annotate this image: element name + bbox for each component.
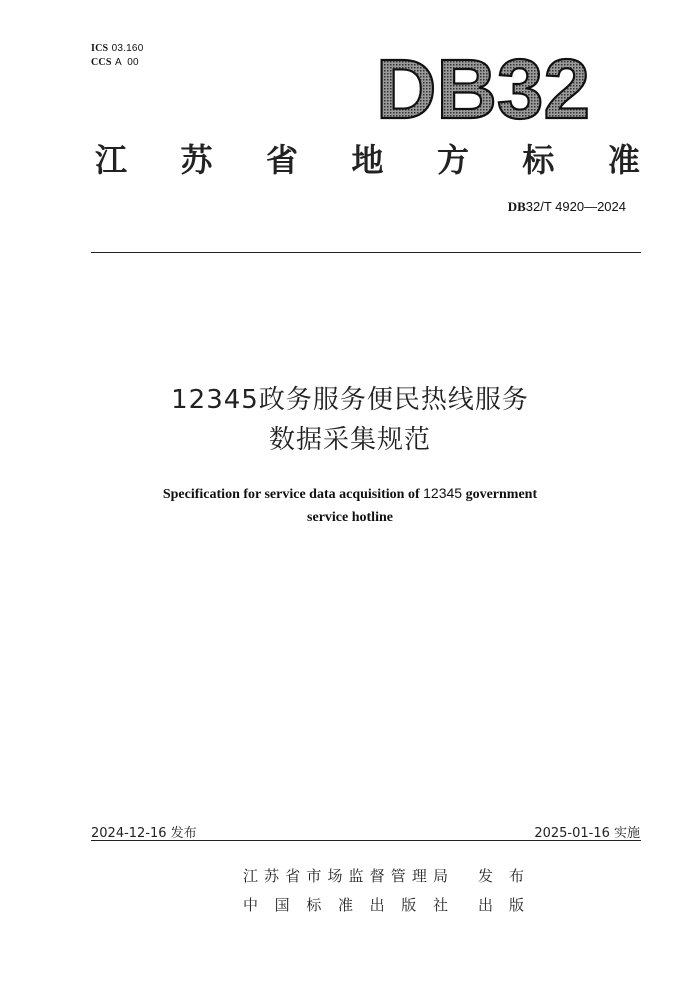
classification-codes bbox=[91, 42, 143, 70]
publisher-row-press bbox=[243, 891, 524, 920]
issue-date: 2024-12-16 发布 bbox=[91, 826, 197, 841]
name-char: 督 bbox=[369, 867, 385, 885]
name-char: 中 bbox=[243, 896, 259, 914]
document-title-en bbox=[50, 482, 650, 529]
doc-number-prefix: DB bbox=[507, 199, 526, 214]
role-char: 发 bbox=[478, 867, 494, 885]
title-char: 地 bbox=[351, 141, 384, 179]
name-char: 准 bbox=[337, 896, 353, 914]
doc-number-rest: 32/T 4920—2024 bbox=[525, 199, 626, 214]
name-char: 出 bbox=[369, 896, 385, 914]
name-char: 场 bbox=[327, 867, 343, 885]
name-char: 省 bbox=[285, 867, 301, 885]
title-char: 江 bbox=[95, 141, 128, 179]
title-en-number: 12345 bbox=[423, 485, 463, 501]
title-char: 苏 bbox=[180, 141, 213, 179]
name-char: 江 bbox=[243, 867, 259, 885]
name-char: 版 bbox=[401, 896, 417, 914]
role-char: 布 bbox=[508, 867, 524, 885]
standard-category-title bbox=[95, 136, 640, 180]
title-char: 准 bbox=[607, 141, 640, 179]
ics-label: ICS bbox=[91, 43, 109, 54]
title-en-line1 bbox=[50, 482, 650, 506]
name-char: 标 bbox=[306, 896, 322, 914]
document-title-cn bbox=[50, 380, 650, 460]
title-en-line2: service hotline bbox=[307, 510, 393, 525]
name-char: 管 bbox=[390, 867, 406, 885]
publisher-name bbox=[243, 891, 448, 920]
top-divider bbox=[91, 252, 641, 253]
svg-text:DB32: DB32 bbox=[376, 42, 590, 126]
bottom-divider bbox=[91, 840, 641, 841]
publisher-role bbox=[478, 891, 524, 920]
title-char: 方 bbox=[436, 141, 469, 179]
publisher-row-issuer bbox=[243, 862, 524, 891]
role-char: 出 bbox=[478, 896, 494, 914]
role-char: 版 bbox=[508, 896, 524, 914]
title-en-part-a: Specification for service data acquisition of bbox=[162, 487, 424, 502]
ccs-code bbox=[91, 56, 143, 70]
ics-code bbox=[91, 42, 143, 56]
ccs-label: CCS bbox=[91, 57, 112, 68]
name-char: 理 bbox=[411, 867, 427, 885]
name-char: 苏 bbox=[264, 867, 280, 885]
title-char: 省 bbox=[265, 141, 298, 179]
title-en-part-b: government bbox=[462, 487, 538, 502]
title-cn-line2: 数据采集规范 bbox=[268, 425, 431, 455]
publishers bbox=[243, 862, 524, 920]
ccs-value: A 00 bbox=[115, 57, 139, 68]
document-number bbox=[508, 199, 626, 215]
name-char: 市 bbox=[306, 867, 322, 885]
name-char: 社 bbox=[432, 896, 448, 914]
publisher-name bbox=[243, 862, 448, 891]
title-cn-line1: 12345政务服务便民热线服务 bbox=[171, 385, 529, 415]
name-char: 局 bbox=[432, 867, 448, 885]
publisher-role bbox=[478, 862, 524, 891]
title-char: 标 bbox=[522, 141, 555, 179]
name-char: 国 bbox=[274, 896, 290, 914]
effective-date: 2025-01-16 实施 bbox=[534, 826, 640, 841]
ics-value: 03.160 bbox=[111, 43, 144, 54]
name-char: 监 bbox=[348, 867, 364, 885]
db32-logo bbox=[372, 40, 594, 126]
